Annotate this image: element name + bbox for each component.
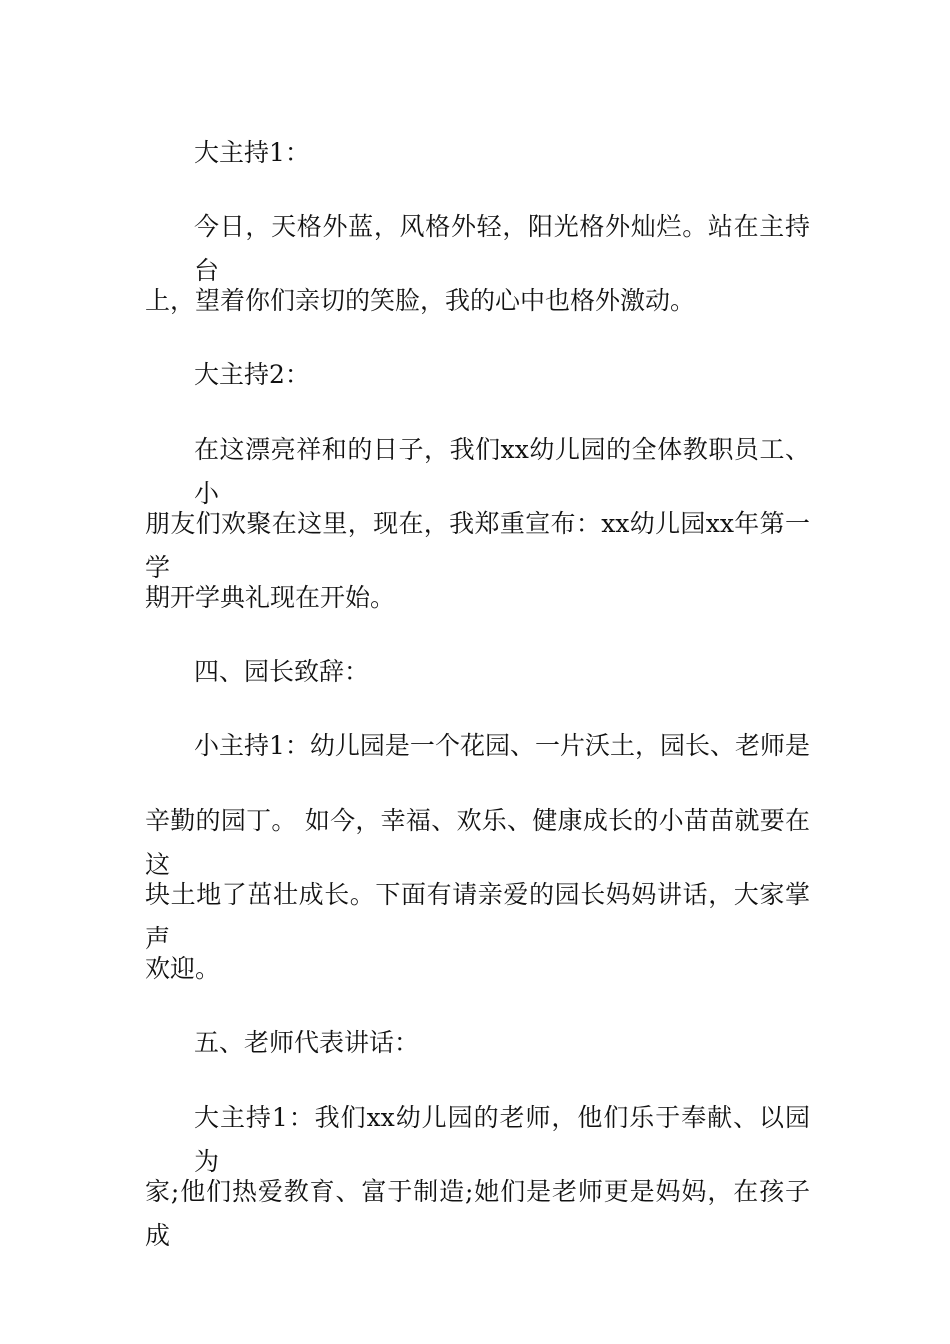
paragraph-line: 欢迎。	[145, 954, 221, 983]
section-heading: 四、园长致辞：	[194, 657, 370, 686]
speaker-label: 大主持1：	[194, 138, 310, 167]
section-heading: 五、老师代表讲话：	[194, 1028, 420, 1057]
paragraph-line: 大主持1：我们xx幼儿园的老师，他们乐于奉献、以园为	[194, 1103, 810, 1176]
paragraph-line: 小主持1：幼儿园是一个花园、一片沃土，园长、老师是	[194, 731, 810, 760]
speaker-label: 大主持2：	[194, 360, 310, 389]
paragraph-line: 今日，天格外蓝，风格外轻，阳光格外灿烂。站在主持台	[194, 212, 810, 285]
paragraph-line: 朋友们欢聚在这里，现在，我郑重宣布：xx幼儿园xx年第一学	[145, 509, 810, 582]
paragraph-line: 辛勤的园丁。 如今，幸福、欢乐、健康成长的小苗苗就要在这	[145, 806, 810, 879]
paragraph-line: 家;他们热爱教育、富于制造;她们是老师更是妈妈，在孩子成	[145, 1177, 810, 1250]
paragraph-line: 上，望着你们亲切的笑脸，我的心中也格外激动。	[145, 286, 696, 315]
paragraph-line: 期开学典礼现在开始。	[145, 583, 396, 612]
paragraph-line: 在这漂亮祥和的日子，我们xx幼儿园的全体教职员工、小	[194, 435, 810, 508]
paragraph-line: 块土地了茁壮成长。下面有请亲爱的园长妈妈讲话，大家掌声	[145, 880, 810, 953]
